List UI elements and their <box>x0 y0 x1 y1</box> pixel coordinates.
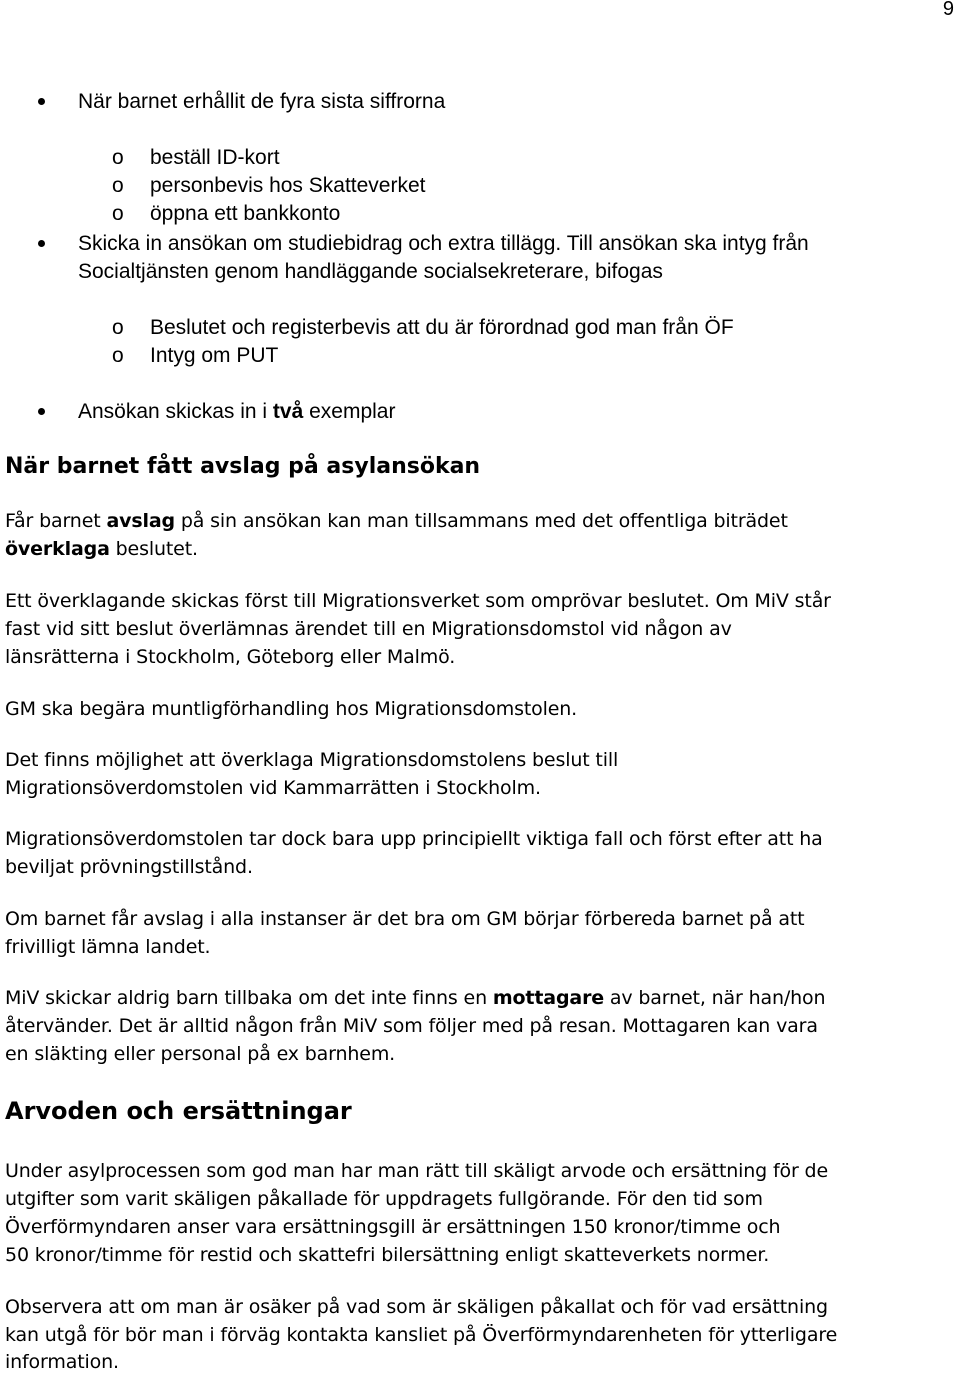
paragraph-line: Migrationsöverdomstolen tar dock bara upp principiellt viktiga fall och först efter att ha <box>5 828 823 850</box>
paragraph-line: information. <box>5 1351 119 1373</box>
text-bold: mottagare <box>492 987 605 1009</box>
text: på sin ansökan kan man tillsammans med det offentliga biträdet <box>175 510 788 532</box>
sub-bullet-item: Intyg om PUT <box>150 344 279 367</box>
sub-bullet-item: personbevis hos Skatteverket <box>150 174 426 197</box>
bullet-dot <box>38 240 45 247</box>
paragraph-line: Migrationsöverdomstolen vid Kammarrätten i Stockholm. <box>5 777 541 799</box>
bullet-text: Ansökan skickas in i <box>78 400 273 423</box>
sub-bullet-marker: o <box>112 316 124 339</box>
bullet-text: exemplar <box>303 400 396 423</box>
paragraph-line: kan utgå för bör man i förväg kontakta kansliet på Överförmyndarenheten för ytterligare <box>5 1324 838 1346</box>
bullet-item-line: Skicka in ansökan om studiebidrag och extra tillägg. Till ansökan ska intyg från <box>78 232 809 255</box>
text-bold: avslag <box>106 510 175 532</box>
paragraph-line: återvänder. Det är alltid någon från MiV som följer med på resan. Mottagaren kan vara <box>5 1015 818 1037</box>
paragraph-line: Om barnet får avslag i alla instanser är det bra om GM börjar förbereda barnet på att <box>5 908 805 930</box>
bullet-text-bold: två <box>272 400 304 423</box>
section-heading: Arvoden och ersättningar <box>5 1097 352 1125</box>
text: Får barnet <box>5 510 107 532</box>
sub-bullet-item: beställ ID-kort <box>150 146 280 169</box>
paragraph-line <box>5 984 825 1012</box>
paragraph-line: Observera att om man är osäker på vad som är skäligen påkallat och för vad ersättning <box>5 1296 828 1318</box>
paragraph-line: länsrätterna i Stockholm, Göteborg eller Malmö. <box>5 646 456 668</box>
sub-bullet-marker: o <box>112 202 124 225</box>
section-heading: När barnet fått avslag på asylansökan <box>5 454 481 479</box>
sub-bullet-item: öppna ett bankkonto <box>150 202 341 225</box>
sub-bullet-marker: o <box>112 174 124 197</box>
paragraph-line: utgifter som varit skäligen påkallade för uppdragets fullgörande. För den tid som <box>5 1188 763 1210</box>
text: av barnet, när han/hon <box>604 987 826 1009</box>
paragraph-line: en släkting eller personal på ex barnhem. <box>5 1043 396 1065</box>
text: beslutet. <box>109 538 198 560</box>
paragraph-line: Överförmyndaren anser vara ersättningsgill är ersättningen 150 kronor/timme och <box>5 1216 781 1238</box>
paragraph-line: frivilligt lämna landet. <box>5 936 211 958</box>
text-bold: överklaga <box>5 538 110 560</box>
page-number: 9 <box>942 0 954 20</box>
paragraph-line: 50 kronor/timme för restid och skattefri bilersättning enligt skatteverkets normer. <box>5 1244 770 1266</box>
paragraph-line: Under asylprocessen som god man har man rätt till skäligt arvode och ersättning för de <box>5 1160 828 1182</box>
bullet-item-line: Socialtjänsten genom handläggande socialsekreterare, bifogas <box>78 260 663 283</box>
paragraph-line <box>5 535 198 563</box>
bullet-item: När barnet erhållit de fyra sista siffrorna <box>78 90 446 113</box>
paragraph-line: Ett överklagande skickas först till Migrationsverket som omprövar beslutet. Om MiV står <box>5 590 831 612</box>
text: MiV skickar aldrig barn tillbaka om det inte finns en <box>5 987 493 1009</box>
bullet-dot <box>38 408 45 415</box>
paragraph-line: fast vid sitt beslut överlämnas ärendet till en Migrationsdomstol vid någon av <box>5 618 732 640</box>
paragraph-line <box>5 507 788 535</box>
paragraph-line: beviljat prövningstillstånd. <box>5 856 253 878</box>
paragraph-line: GM ska begära muntligförhandling hos Migrationsdomstolen. <box>5 698 578 720</box>
paragraph-line: Det finns möjlighet att överklaga Migrationsdomstolens beslut till <box>5 749 619 771</box>
bullet-dot <box>38 98 45 105</box>
sub-bullet-marker: o <box>112 344 124 367</box>
sub-bullet-marker: o <box>112 146 124 169</box>
bullet-item <box>78 398 395 426</box>
sub-bullet-item: Beslutet och registerbevis att du är förordnad god man från ÖF <box>150 316 734 339</box>
